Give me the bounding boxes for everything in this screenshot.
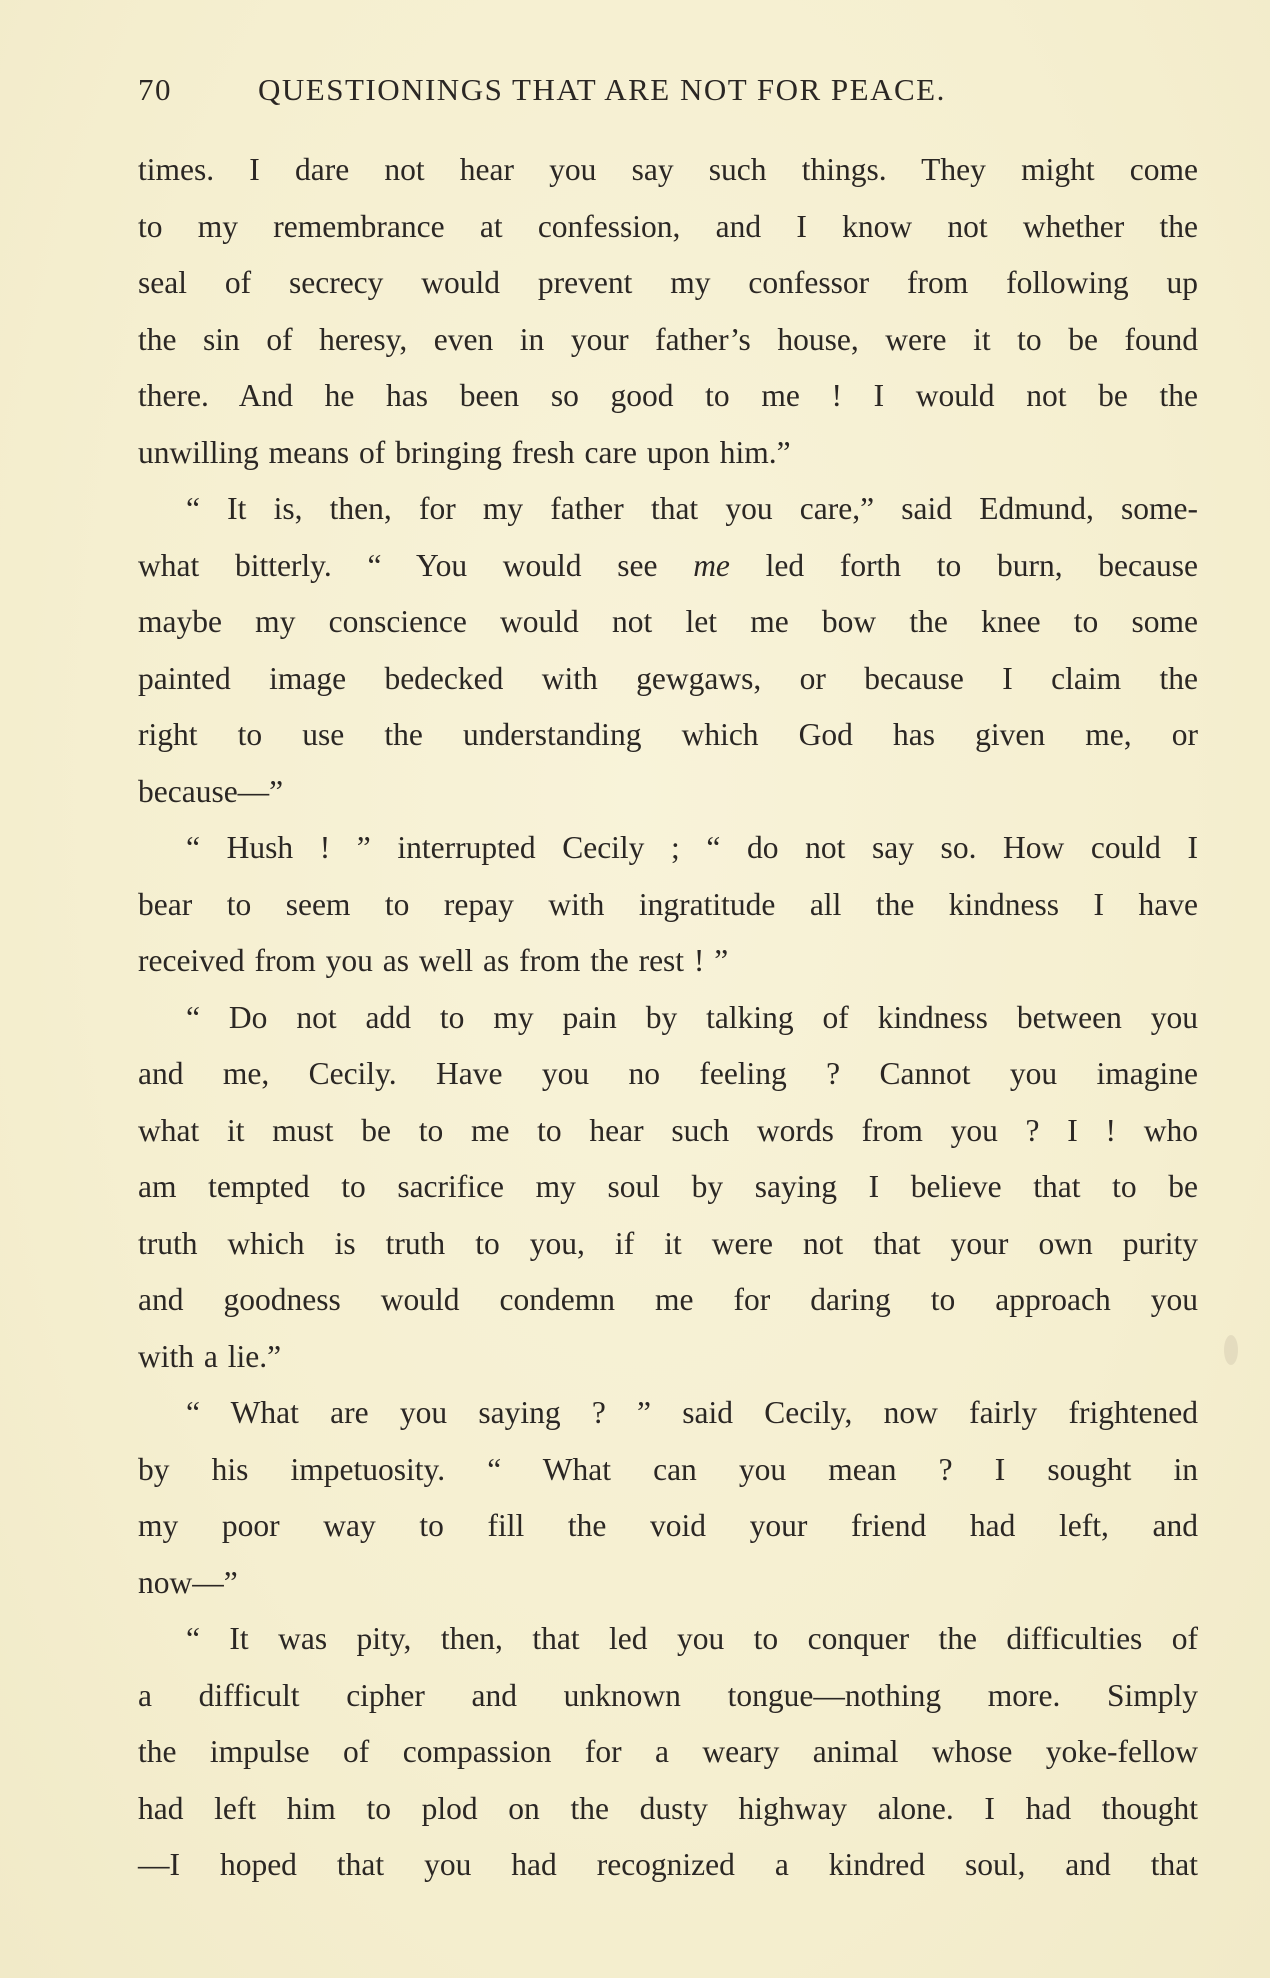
text-line: and me, Cecily. Have you no feeling ? Cannot you imagine (138, 1056, 1198, 1091)
text-line: seal of secrecy would prevent my confessor from following up (138, 265, 1198, 300)
text-line: had left him to plod on the dusty highway alone. I had thought (138, 1790, 1198, 1826)
page-number: 70 (138, 72, 172, 107)
body-text (138, 142, 1198, 1894)
text-line: painted image bedecked with gewgaws, or because I claim the (138, 660, 1198, 696)
text-line: am tempted to sacrifice my soul by saying I believe that to be (138, 1169, 1198, 1204)
text-line: to my remembrance at confession, and I know not whether the (138, 208, 1198, 244)
paper-blemish (1224, 1335, 1238, 1365)
text-line: what bitterly. “ You would see me led forth to burn, because (138, 547, 1198, 583)
text-line: “ What are you saying ? ” said Cecily, now fairly frightened (186, 1395, 1198, 1430)
text-line: “ It is, then, for my father that you care,” said Edmund, some- (186, 491, 1198, 526)
text-line: and goodness would condemn me for daring to approach you (138, 1282, 1198, 1317)
running-title: QUESTIONINGS THAT ARE NOT FOR PEACE. (258, 72, 946, 107)
text-line: my poor way to fill the void your friend had left, and (138, 1508, 1198, 1543)
emphasis: me (693, 547, 730, 583)
text-line: maybe my conscience would not let me bow the knee to some (138, 604, 1198, 639)
text-line: because—” (138, 773, 284, 809)
text-line: by his impetuosity. “ What can you mean ? I sought in (138, 1451, 1198, 1487)
text-line: unwilling means of bringing fresh care upon him.” (138, 434, 791, 470)
text-line: —I hoped that you had recognized a kindred soul, and that (138, 1847, 1198, 1882)
text-line: the impulse of compassion for a weary animal whose yoke-fellow (138, 1734, 1198, 1769)
text-line: times. I dare not hear you say such things. They might come (138, 152, 1198, 187)
text-line: bear to seem to repay with ingratitude all the kindness I have (138, 886, 1198, 922)
text-line: “ Do not add to my pain by talking of kindness between you (186, 999, 1198, 1035)
text-line: a difficult cipher and unknown tongue—nothing more. Simply (138, 1677, 1198, 1713)
text-line: “ Hush ! ” interrupted Cecily ; “ do not say so. How could I (186, 830, 1198, 865)
running-head (138, 72, 1138, 112)
text-line: what it must be to me to hear such words from you ? I ! who (138, 1112, 1198, 1148)
text-line: the sin of heresy, even in your father’s house, were it to be found (138, 321, 1198, 357)
text-line: “ It was pity, then, that led you to conquer the difficulties of (186, 1621, 1198, 1656)
text-line: there. And he has been so good to me ! I would not be the (138, 378, 1198, 413)
text-line: truth which is truth to you, if it were not that your own purity (138, 1225, 1198, 1261)
text-line: right to use the understanding which God has given me, or (138, 717, 1198, 752)
text-line: received from you as well as from the rest ! ” (138, 943, 729, 978)
text-line: now—” (138, 1564, 238, 1600)
text-line: with a lie.” (138, 1338, 282, 1374)
